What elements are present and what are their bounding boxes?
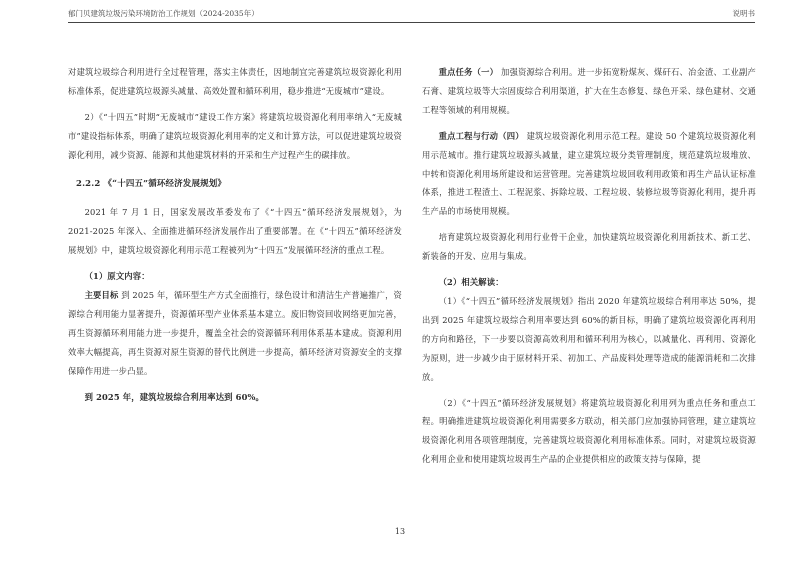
subheading-interpretation: （2）相关解读： [438,277,504,288]
main-goal-text: 到 2025 年，循环型生产方式全面推行，绿色设计和清洁生产普遍推广，资源综合利用能力显著提升，资源循环型产业体系基本建立。废旧物资回收网络更加完善，再生资源循环利用能力进一步提升，覆盖全社会的资源循环利用体系基本建成。资源利用效率大幅提高，再生资源对原生资源的替代比例进一步提高，循环经济对资源安全的支撑保障作用进一步凸显。 [68,290,402,376]
key-task-label: 重点任务（一） [438,67,499,77]
header-title: 郁门贝建筑垃圾污染环境防治工作规划（2024-2035年） [68,9,259,18]
paragraph-zero-waste-plan: 2）《“十四五”时期“无废城市”建设工作方案》将建筑垃圾资源化利用率纳入“无废城市”建设指标体系，明确了建筑垃圾资源化利用率的定义和计算方法，可以促进建筑垃圾资源化利用，减少资源、能源和其他建筑材料的开采和生产过程产生的碳排放。 [68,111,402,160]
paragraph-interpretation-2: （2）《“十四五”循环经济发展规划》将建筑垃圾资源化利用列为重点任务和重点工程。明确推进建筑垃圾资源化利用需要多方联动，相关部门应加强协同管理，建立建筑垃圾资源化利用各项管理制度，完善建筑垃圾资源化利用标准体系。同时，对建筑垃圾资源化利用企业和使用建筑垃圾再生产品的企业提供相应的政策支持与保障，提 [422,397,756,465]
paragraph-key-task [422,63,756,120]
key-project-text: 建筑垃圾资源化利用示范工程。建设 50 个建筑垃圾资源化利用示范城市。推行建筑垃圾源头减量，建立建筑垃圾分类管理制度，规范建筑垃圾堆放、中转和资源化利用场所建设和运营管理。完善建筑垃圾回收利用政策和再生产品认证标准体系，推进工程渣土、工程泥浆、拆除垃圾、工程垃圾、装修垃圾等资源化利用，提升再生产品的市场使用规模。 [422,130,756,217]
page-number: 13 [394,527,406,536]
paragraph-plan-release: 2021 年 7 月 1 日，国家发展改革委发布了《“十四五”循环经济发展规划》，为 2021-2025 年深入、全面推进循环经济发展作出了重要部署。在《“十四五”循环经济发展规划》中，建筑垃圾资源化利用示范工程被列为“十四五”发展循环经济的重点工程。 [68,207,402,256]
paragraph-cultivate: 培育建筑垃圾资源化利用行业骨干企业，加快建筑垃圾资源化利用新技术、新工艺、新装备的开发、应用与集成。 [422,232,756,262]
paragraph-interpretation-1: （1）《“十四五”循环经济发展规划》指出 2020 年建筑垃圾综合利用率达 50%，提出到 2025 年建筑垃圾综合利用率要达到 60%的新目标，明确了建筑垃圾资源化再利用的方向和路径，下一步要以资源高效利用和循环利用为核心，以减量化、再利用、资源化为原则，进一步减少由于原材料开采、初加工、产品废料处理等造成的能源消耗和二次排放。 [422,295,756,382]
paragraph-urban-waste: 对建筑垃圾综合利用进行全过程管理，落实主体责任，因地制宜完善建筑垃圾资源化利用标准体系，促进建筑垃圾源头减量、高效处置和循环利用，稳步推进“无废城市”建设。 [68,67,402,96]
key-project-label: 重点工程与行动（四） [438,130,524,141]
paragraph-key-project [422,127,756,222]
paragraph-main-goal [68,286,402,381]
main-goal-label: 主要目标 [84,290,119,301]
left-column [68,63,402,407]
key-task-text: 加强资源综合利用。进一步拓宽粉煤灰、煤矸石、冶金渣、工业副产石膏、建筑垃圾等大宗固废综合利用渠道，扩大在生态修复、绿色开采、绿色建材、交通工程等领域的利用规模。 [422,67,756,115]
bold-target-line: 到 2025 年，建筑垃圾综合利用率达到 60%。 [84,391,264,402]
section-heading: 2.2.2 《“十四五”循环经济发展规划》 [76,178,227,189]
subheading-original-text: （1）原文内容： [84,271,150,282]
header-section: 说明书 [732,9,755,18]
header-rule [68,22,755,23]
right-column [422,63,756,469]
